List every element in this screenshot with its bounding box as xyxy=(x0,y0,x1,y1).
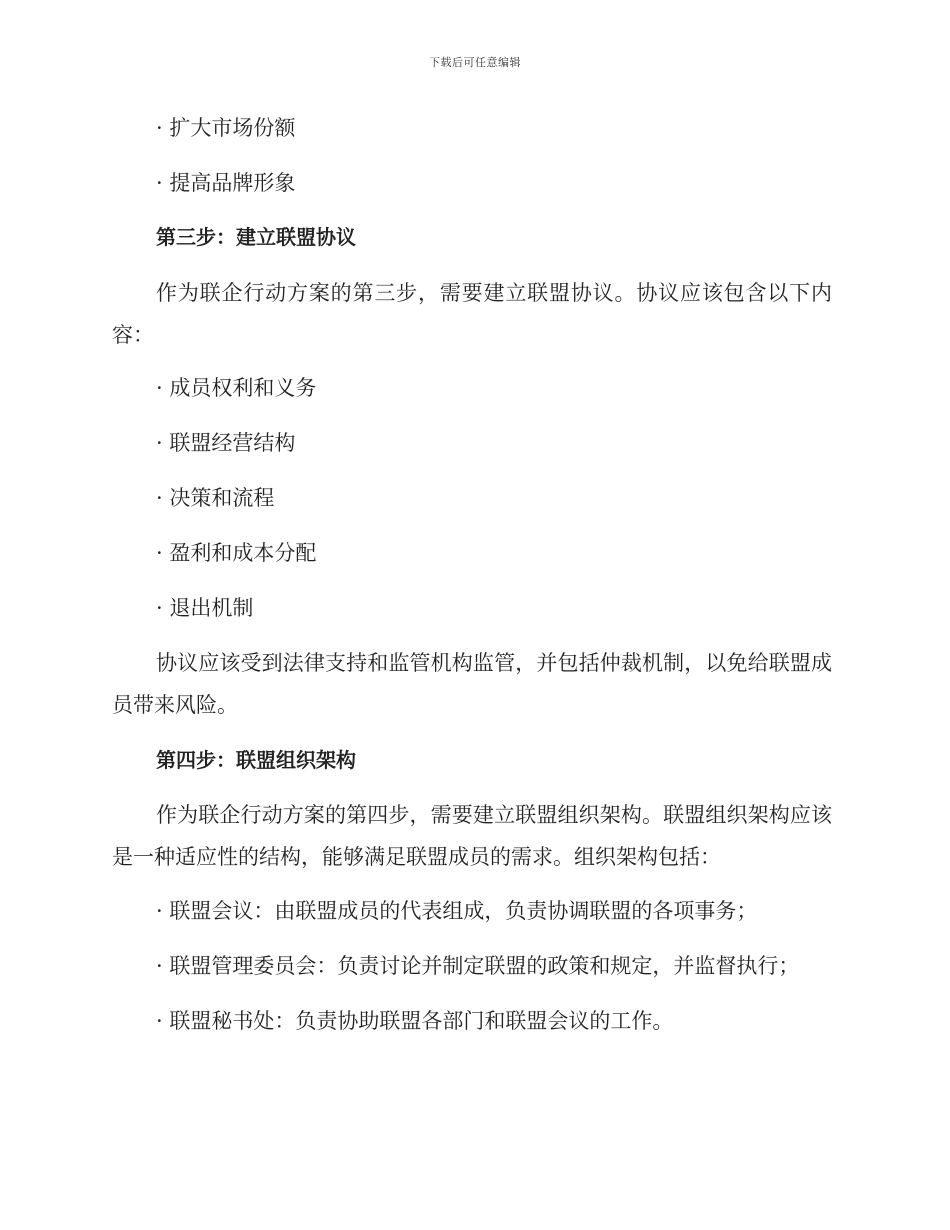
step3-item-exit: · 退出机制 xyxy=(156,596,254,620)
step3-closing-paragraph: 协议应该受到法律支持和监管机构监管，并包括仲裁机制，以免给联盟成员带来风险。 xyxy=(112,651,832,717)
step4-item-secretariat: · 联盟秘书处：负责协助联盟各部门和联盟会议的工作。 xyxy=(156,1009,674,1033)
step4-item-council: · 联盟会议：由联盟成员的代表组成，负责协调联盟的各项事务； xyxy=(156,899,758,923)
page-header: 下载后可任意编辑 xyxy=(429,56,521,69)
bullet-market-share: · 扩大市场份额 xyxy=(156,116,296,140)
step3-heading: 第三步：建立联盟协议 xyxy=(156,225,356,249)
step4-heading: 第四步：联盟组织架构 xyxy=(156,748,356,772)
step3-item-profit: · 盈利和成本分配 xyxy=(156,541,317,565)
bullet-brand-image: · 提高品牌形象 xyxy=(156,171,296,195)
step3-item-decision: · 决策和流程 xyxy=(156,486,275,510)
step3-item-structure: · 联盟经营结构 xyxy=(156,431,296,455)
step3-item-rights: · 成员权利和义务 xyxy=(156,376,317,400)
step3-intro-paragraph: 作为联企行动方案的第三步，需要建立联盟协议。协议应该包含以下内容： xyxy=(112,281,832,347)
step4-intro-paragraph: 作为联企行动方案的第四步，需要建立联盟组织架构。联盟组织架构应该是一种适应性的结构，能够满足联盟成员的需求。组织架构包括： xyxy=(112,803,832,869)
step4-item-committee: · 联盟管理委员会：负责讨论并制定联盟的政策和规定，并监督执行； xyxy=(156,954,800,978)
